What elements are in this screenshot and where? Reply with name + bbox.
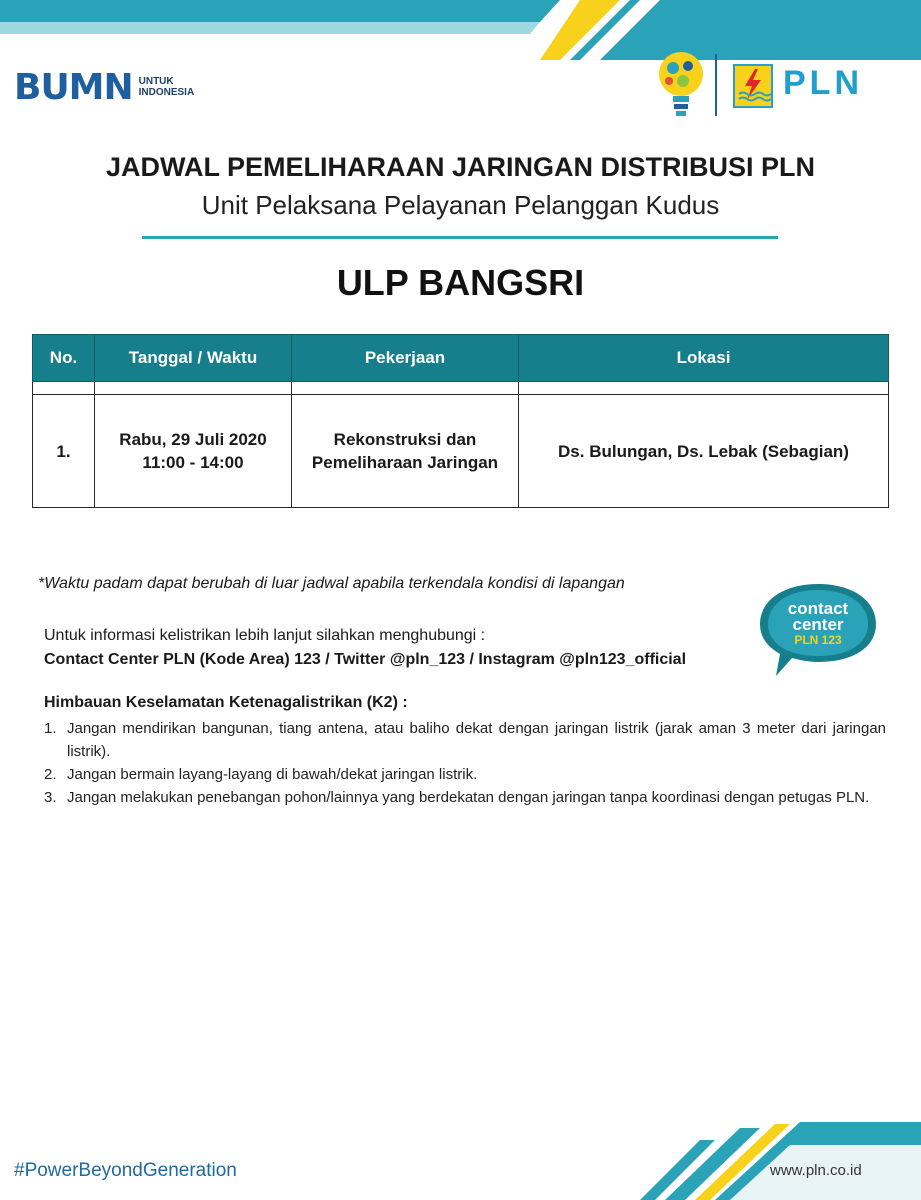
list-item-number: 2. bbox=[44, 766, 57, 783]
list-item bbox=[44, 786, 886, 809]
bumn-tagline-line-1: UNTUK bbox=[138, 76, 174, 87]
list-item-number: 3. bbox=[44, 789, 57, 806]
k2-list bbox=[44, 717, 886, 809]
spacer-cell bbox=[292, 382, 519, 395]
cell-location: Ds. Bulungan, Ds. Lebak (Sebagian) bbox=[519, 395, 889, 508]
page-subtitle: Unit Pelaksana Pelayanan Pelanggan Kudus bbox=[201, 190, 720, 220]
lightning-icon bbox=[735, 66, 771, 106]
column-header-work: Pekerjaan bbox=[292, 335, 519, 382]
website-link[interactable]: www.pln.co.id bbox=[770, 1162, 862, 1179]
contact-center-badge bbox=[756, 580, 880, 680]
spacer-cell bbox=[519, 382, 889, 395]
schedule-table bbox=[32, 334, 889, 508]
table-header-row bbox=[33, 335, 889, 382]
hashtag: #PowerBeyondGeneration bbox=[14, 1160, 237, 1181]
column-header-date: Tanggal / Waktu bbox=[95, 335, 292, 382]
k2-title: Himbauan Keselamatan Ketenagalistrikan (K2) : bbox=[44, 694, 408, 711]
lightbulb-icon bbox=[655, 48, 707, 122]
column-header-location: Lokasi bbox=[519, 335, 889, 382]
bumn-logo-mark: BUMN bbox=[14, 66, 133, 108]
cell-time: 11:00 - 14:00 bbox=[142, 453, 244, 472]
pln-logo-text: PLN bbox=[783, 64, 863, 102]
list-item-text: Jangan melakukan penebangan pohon/lainnya yang berdekatan dengan jaringan tanpa koordinasi dengan petugas PLN. bbox=[67, 789, 870, 806]
table-spacer-row bbox=[33, 382, 889, 395]
cell-no: 1. bbox=[33, 395, 95, 508]
pln-logo-icon bbox=[733, 64, 773, 108]
cell-date: Rabu, 29 Juli 2020 bbox=[119, 430, 267, 449]
info-text: Untuk informasi kelistrikan lebih lanjut silahkan menghubungi : bbox=[44, 627, 486, 644]
table-row bbox=[33, 395, 889, 508]
cell-date-time bbox=[95, 395, 292, 508]
spacer-cell bbox=[33, 382, 95, 395]
logo-divider bbox=[715, 54, 717, 116]
bottom-stripe-decoration bbox=[0, 1100, 921, 1200]
pln-logo-block bbox=[655, 48, 895, 126]
list-item bbox=[44, 717, 886, 763]
spacer-cell bbox=[95, 382, 292, 395]
unit-title: ULP BANGSRI bbox=[336, 262, 585, 303]
list-item-number: 1. bbox=[44, 720, 57, 737]
contact-text: Contact Center PLN (Kode Area) 123 / Twitter @pln_123 / Instagram @pln123_official bbox=[44, 651, 687, 668]
badge-line-2: center bbox=[792, 615, 844, 634]
cell-work bbox=[292, 395, 519, 508]
cell-work-line-2: Pemeliharaan Jaringan bbox=[311, 453, 499, 472]
badge-line-1: contact bbox=[787, 599, 849, 618]
list-item-text: Jangan mendirikan bangunan, tiang antena, atau baliho dekat dengan jaringan listrik (jarak aman 3 meter dari jaringan listrik). bbox=[67, 720, 886, 760]
cell-work-line-1: Rekonstruksi dan bbox=[333, 430, 477, 449]
bumn-logo-tagline bbox=[139, 76, 195, 98]
title-divider bbox=[142, 236, 778, 239]
badge-line-3: PLN 123 bbox=[794, 633, 842, 647]
list-item-text: Jangan bermain layang-layang di bawah/dekat jaringan listrik. bbox=[67, 766, 478, 783]
list-item bbox=[44, 763, 886, 786]
disclaimer-note: *Waktu padam dapat berubah di luar jadwal apabila terkendala kondisi di lapangan bbox=[38, 575, 625, 592]
bumn-tagline-line-2: INDONESIA bbox=[138, 87, 195, 98]
page-title: JADWAL PEMELIHARAAN JARINGAN DISTRIBUSI PLN bbox=[105, 152, 816, 182]
column-header-no: No. bbox=[33, 335, 95, 382]
bumn-logo bbox=[14, 62, 214, 112]
